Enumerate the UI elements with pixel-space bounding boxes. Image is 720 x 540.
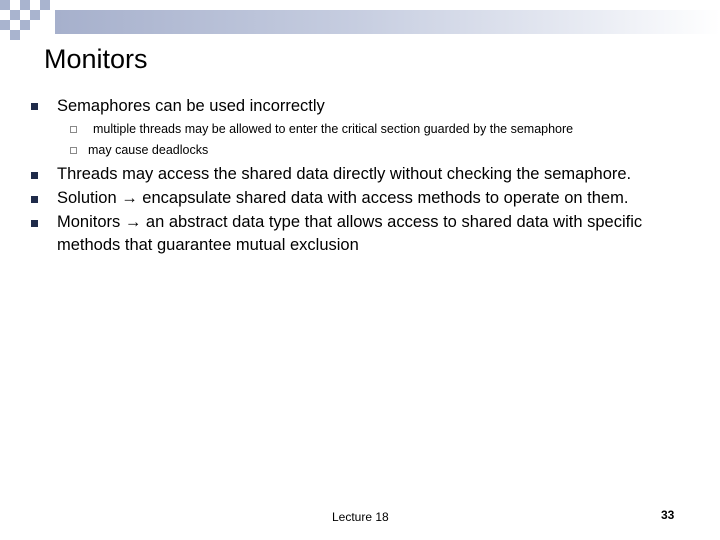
bullet-text: Threads may access the shared data directly without checking the semaphore. bbox=[57, 165, 632, 183]
sub-bullet-text: multiple threads may be allowed to enter the critical section guarded by the semaphore bbox=[93, 122, 574, 136]
bullet-text: Semaphores can be used incorrectly bbox=[57, 97, 325, 115]
header-gradient-band bbox=[55, 10, 720, 34]
footer-lecture-label: Lecture 18 bbox=[332, 510, 389, 524]
bullet-text: Monitors → an abstract data type that allows access to shared data with specific methods that guarantee mutual exclusion bbox=[57, 213, 643, 254]
sub-bullet-box-icon bbox=[70, 147, 77, 154]
corner-checker-decoration bbox=[0, 0, 60, 45]
bullet-square-icon bbox=[31, 220, 38, 227]
bullet-square-icon bbox=[31, 196, 38, 203]
page-number: 33 bbox=[661, 508, 675, 522]
sub-bullet-box-icon bbox=[70, 126, 77, 133]
bullet-square-icon bbox=[31, 103, 38, 110]
slide-title: Monitors bbox=[44, 44, 148, 74]
sub-bullet-text: may cause deadlocks bbox=[88, 143, 209, 157]
bullet-square-icon bbox=[31, 172, 38, 179]
bullet-text: Solution → encapsulate shared data with access methods to operate on them. bbox=[57, 189, 629, 207]
